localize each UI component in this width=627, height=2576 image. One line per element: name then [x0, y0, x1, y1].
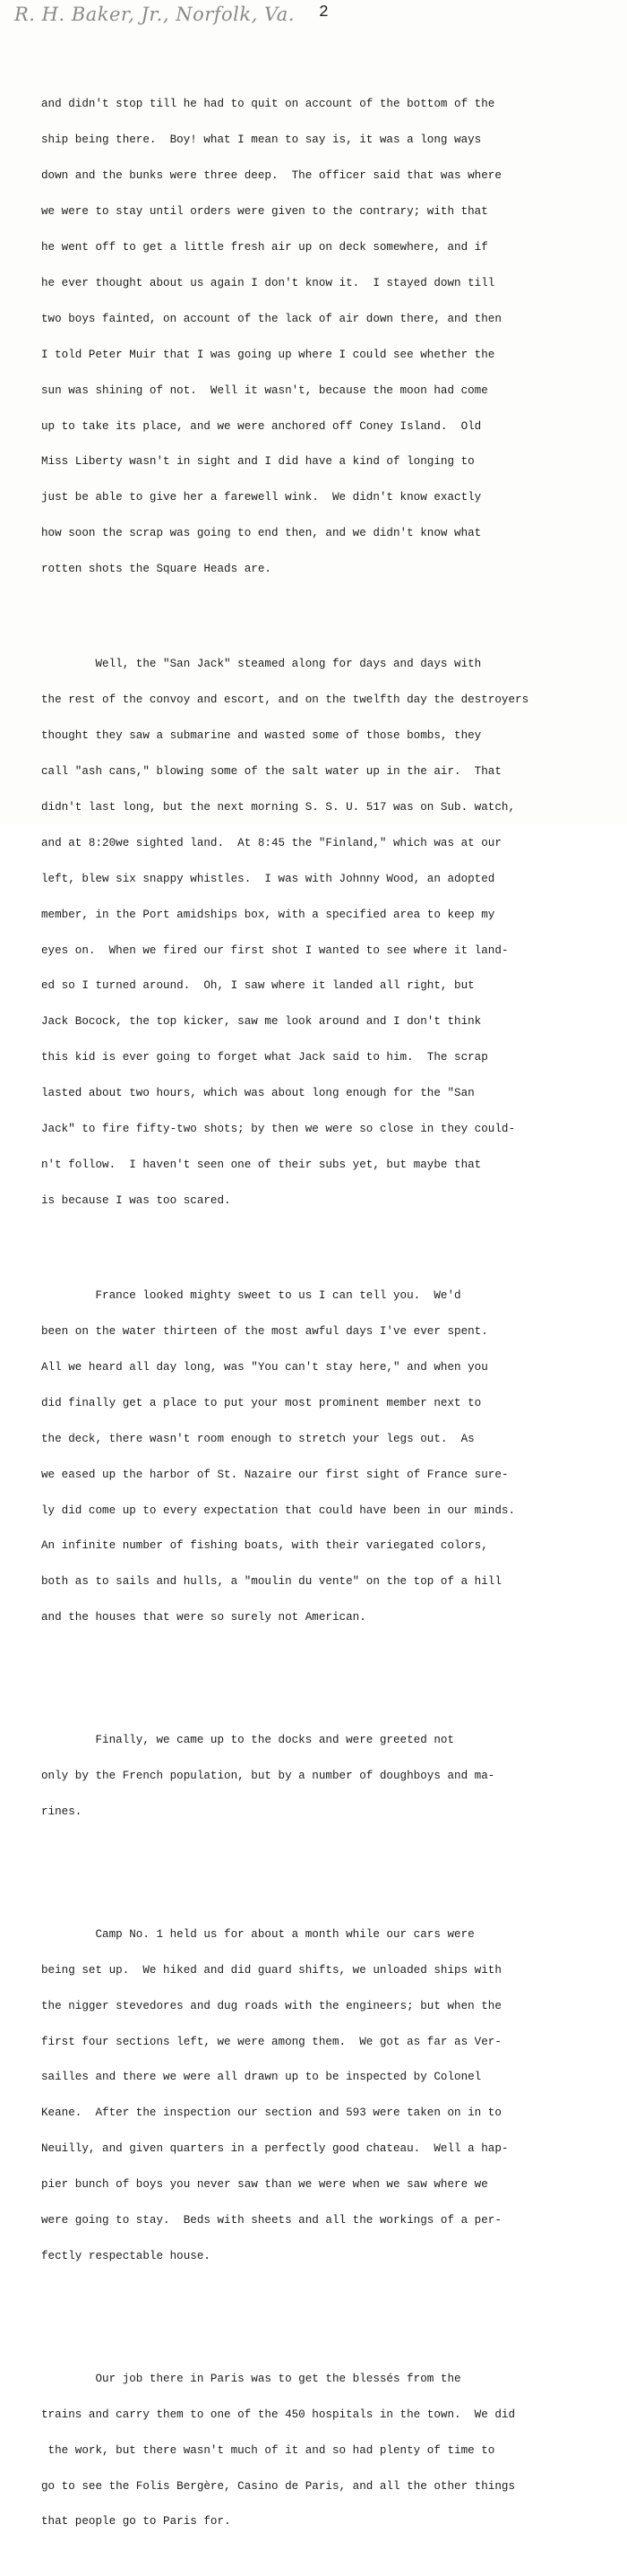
text-line: were going to stay. Beds with sheets and all the workings of a per- — [41, 2214, 502, 2227]
text-line: being set up. We hiked and did guard shifts, we unloaded ships with — [41, 1963, 502, 1977]
paragraph-6 — [41, 2349, 623, 2552]
text-line: member, in the Port amidships box, with a specified area to keep my — [41, 908, 495, 921]
text-line: pier bunch of boys you never saw than we were when we saw where we — [41, 2178, 488, 2192]
text-line: ship being there. Boy! what I mean to say is, it was a long ways — [41, 134, 482, 147]
text-line: and didn't stop till he had to quit on account of the bottom of the — [41, 98, 495, 111]
text-line: Well, the "San Jack" steamed along for days and days with — [41, 658, 482, 671]
text-line: fectly respectable house. — [41, 2249, 210, 2262]
text-line: the work, but there wasn't much of it and so had plenty of time to — [41, 2443, 495, 2457]
text-line: thought they saw a submarine and wasted some of those bombs, they — [41, 729, 482, 743]
text-line: down and the bunks were three deep. The officer said that was where — [41, 169, 502, 183]
text-line: lasted about two hours, which was about long enough for the "San — [41, 1087, 475, 1100]
text-line: and the houses that were so surely not American. — [41, 1611, 366, 1624]
text-line: trains and carry them to one of the 450 hospitals in the town. We did — [41, 2408, 516, 2421]
text-line: Jack Bocock, the top kicker, saw me look around and I don't think — [41, 1015, 482, 1029]
paragraph-spacer — [41, 1865, 623, 1869]
paragraph-4 — [41, 1711, 623, 1842]
text-line: Keane. After the inspection our section and 593 were taken on in to — [41, 2106, 502, 2120]
text-line: didn't last long, but the next morning S. S. U. 517 was on Sub. watch, — [41, 801, 516, 814]
text-line: both as to sails and hulls, a "moulin du vente" on the top of a hill — [41, 1575, 502, 1589]
text-line: France looked mighty sweet to us I can tell you. We'd — [41, 1289, 461, 1303]
text-line: rotten shots the Square Heads are. — [41, 563, 271, 576]
text-line: just be able to give her a farewell wink. We didn't know exactly — [41, 491, 482, 504]
text-line: the deck, there wasn't room enough to stretch your legs out. As — [41, 1432, 475, 1445]
text-line: go to see the Folis Bergère, Casino de Paris, and all the other things — [41, 2479, 516, 2493]
paragraph-1 — [41, 75, 623, 599]
text-line: this kid is ever going to forget what Jack said to him. The scrap — [41, 1051, 488, 1064]
text-line: how soon the scrap was going to end then, and we didn't know what — [41, 527, 482, 540]
paragraph-spacer — [41, 1672, 623, 1676]
letter-body — [41, 39, 623, 2576]
text-line: All we heard all day long, was "You can't stay here," and when you — [41, 1360, 488, 1374]
text-line: left, blew six snappy whistles. I was with Johnny Wood, an adopted — [41, 872, 495, 885]
page-number: 2 — [319, 4, 329, 22]
text-line: sailles and there we were all drawn up to be inspected by Colonel — [41, 2071, 482, 2084]
text-line: Our job there in Paris was to get the blessés from the — [41, 2372, 461, 2385]
text-line: we were to stay until orders were given to the contrary; with that — [41, 205, 488, 219]
text-line: the rest of the convoy and escort, and on the twelfth day the destroyers — [41, 694, 529, 707]
text-line: he went off to get a little fresh air up on deck somewhere, and if — [41, 241, 488, 254]
text-line: call "ash cans," blowing some of the salt water up in the air. That — [41, 765, 502, 779]
text-line: and at 8:20we sighted land. At 8:45 the "Finland," which was at our — [41, 836, 502, 849]
text-line: eyes on. When we fired our first shot I wanted to see where it land- — [41, 943, 509, 957]
text-line: Jack" to fire fifty-two shots; by then we were so close in they could- — [41, 1123, 516, 1136]
text-line: Camp No. 1 held us for about a month while our cars were — [41, 1927, 475, 1941]
text-line: he ever thought about us again I don't know it. I stayed down till — [41, 276, 495, 289]
text-line: Miss Liberty wasn't in sight and I did have a kind of longing to — [41, 455, 475, 469]
paragraph-2 — [41, 635, 623, 1231]
text-line: n't follow. I haven't seen one of their subs yet, but maybe that — [41, 1158, 482, 1171]
text-line: rines. — [41, 1805, 82, 1818]
text-line: is because I was too scared. — [41, 1193, 231, 1207]
text-line: I told Peter Muir that I was going up where I could see whether the — [41, 348, 495, 361]
text-line: we eased up the harbor of St. Nazaire our first sight of France sure- — [41, 1468, 509, 1481]
text-line: been on the water thirteen of the most awful days I've ever spent. — [41, 1325, 488, 1339]
text-line: that people go to Paris for. — [41, 2515, 231, 2529]
paragraph-spacer — [41, 2310, 623, 2313]
text-line: up to take its place, and we were anchored off Coney Island. Old — [41, 419, 482, 433]
text-line: first four sections left, we were among them. We got as far as Ver- — [41, 2035, 502, 2048]
text-line: sun was shining of not. Well it wasn't, because the moon had come — [41, 383, 488, 397]
paragraph-5 — [41, 1905, 623, 2287]
text-line: ly did come up to every expectation that could have been in our minds. — [41, 1503, 516, 1517]
handwritten-header: R. H. Baker, Jr., Norfolk, Va. — [14, 4, 295, 25]
text-line: did finally get a place to put your most prominent member next to — [41, 1396, 482, 1409]
text-line: ed so I turned around. Oh, I saw where it landed all right, but — [41, 979, 475, 993]
paragraph-3 — [41, 1267, 623, 1649]
text-line: Finally, we came up to the docks and were greeted not — [41, 1734, 455, 1747]
text-line: the nigger stevedores and dug roads with the engineers; but when the — [41, 1999, 502, 2012]
text-line: two boys fainted, on account of the lack of air down there, and then — [41, 312, 502, 325]
text-line: An infinite number of fishing boats, with their variegated colors, — [41, 1539, 488, 1553]
text-line: Neuilly, and given quarters in a perfectly good chateau. Well a hap- — [41, 2142, 509, 2156]
text-line: only by the French population, but by a number of doughboys and ma- — [41, 1770, 495, 1783]
